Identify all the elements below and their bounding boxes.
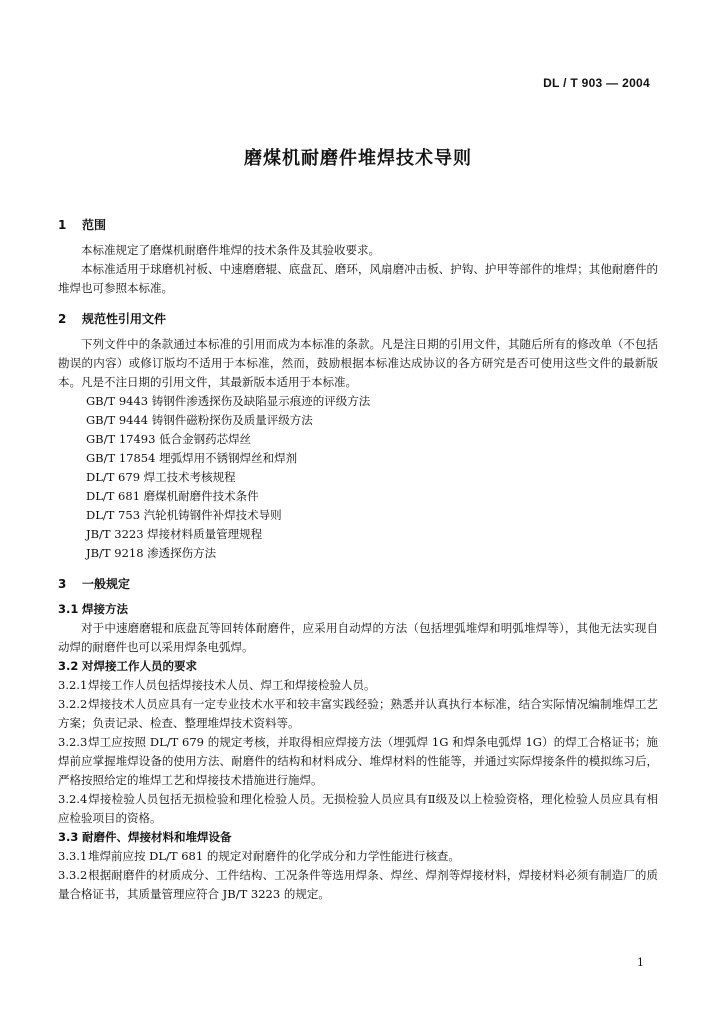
document-body	[58, 216, 658, 904]
section-title: 规范性引用文件	[82, 312, 167, 326]
section-title: 范围	[82, 218, 107, 232]
clause-text: 焊接工作人员包括焊接技术人员、焊工和焊接检验人员。	[88, 678, 376, 692]
reference-item: JB/T 3223 焊接材料质量管理规程	[86, 527, 263, 541]
clause-text: 焊接技术人员应具有一定专业技术水平和较丰富实践经验；熟悉并认真执行本标准，结合实际情况编制堆焊工艺方案；负责记录、检查、整理堆焊技术资料等。	[58, 697, 658, 730]
reference-item: DL/T 679 焊工技术考核规程	[86, 470, 236, 484]
document-title: 磨煤机耐磨件堆焊技术导则	[244, 148, 472, 169]
reference-item: GB/T 17854 埋弧焊用不锈钢焊丝和焊剂	[86, 451, 298, 465]
clause	[58, 790, 658, 828]
clause-number: 3.2.4	[58, 792, 88, 806]
section-3-heading	[58, 575, 658, 594]
section-number: 1	[58, 218, 67, 232]
clause	[58, 695, 658, 733]
section-1-heading	[58, 216, 658, 235]
paragraph: 对于中速磨磨辊和底盘瓦等回转体耐磨件，应采用自动焊的方法（包括埋弧堆焊和明弧堆焊等），其他无法实现自动焊的耐磨件也可以采用焊条电弧焊。	[58, 621, 658, 654]
reference-item: JB/T 9218 渗透探伤方法	[86, 546, 217, 560]
subsection-title: 对焊接工作人员的要求	[82, 659, 197, 673]
clause-number: 3.2.1	[58, 678, 88, 692]
reference-item: DL/T 753 汽轮机铸钢件补焊技术导则	[86, 508, 282, 522]
clause-text: 根据耐磨件的材质成分、工件结构、工况条件等选用焊条、焊丝、焊剂等焊接材料，焊接材料必须有制造厂的质量合格证书，其质量管理应符合 JB/T 3223 的规定。	[58, 868, 658, 901]
subsection-title: 焊接方法	[82, 602, 128, 616]
paragraph: 本标准适用于球磨机衬板、中速磨磨辊、底盘瓦、磨环，风扇磨冲击板、护钩、护甲等部件的堆焊；其他耐磨件的堆焊也可参照本标准。	[58, 262, 658, 295]
paragraph: 本标准规定了磨煤机耐磨件堆焊的技术条件及其验收要求。	[81, 243, 380, 257]
subsection-number: 3.1	[58, 602, 79, 616]
section-number: 3	[58, 577, 67, 591]
clause	[58, 866, 658, 904]
clause-text: 焊工应按照 DL/T 679 的规定考核，并取得相应焊接方法（埋弧焊 1G 和焊条电弧焊 1G）的焊工合格证书；施焊前应掌握堆焊设备的使用方法、耐磨件的结构和材料成分、堆焊材料的性能等，并通过实际焊接条件的模拟练习后，严格按照给定的堆焊工艺和焊接技术措施进行施焊。	[58, 735, 658, 787]
subsection-3-3-heading	[58, 828, 658, 847]
clause-text: 焊接检验人员包括无损检验和理化检验人员。无损检验人员应具有Ⅱ级及以上检验资格，理化检验人员应具有相应检验项目的资格。	[58, 792, 658, 825]
clause-number: 3.2.3	[58, 735, 88, 749]
section-title: 一般规定	[82, 577, 131, 591]
reference-item: GB/T 17493 低合金钢药芯焊丝	[86, 432, 252, 446]
clause-number: 3.3.1	[58, 849, 88, 863]
subsection-number: 3.2	[58, 659, 79, 673]
page-number: 1	[637, 956, 644, 969]
clause	[58, 733, 658, 790]
subsection-3-1-heading	[58, 600, 658, 619]
subsection-title: 耐磨件、焊接材料和堆焊设备	[82, 830, 232, 844]
clause	[58, 847, 658, 866]
section-2-heading	[58, 310, 658, 329]
subsection-3-2-heading	[58, 657, 658, 676]
section-number: 2	[58, 312, 67, 326]
normative-references-list	[58, 392, 658, 563]
reference-item: GB/T 9443 铸钢件渗透探伤及缺陷显示痕迹的评级方法	[86, 394, 371, 408]
subsection-number: 3.3	[58, 830, 79, 844]
standard-code: DL / T 903 — 2004	[543, 76, 650, 90]
reference-item: DL/T 681 磨煤机耐磨件技术条件	[86, 489, 259, 503]
clause	[58, 676, 658, 695]
reference-item: GB/T 9444 铸钢件磁粉探伤及质量评级方法	[86, 413, 313, 427]
clause-number: 3.3.2	[58, 868, 88, 882]
clause-number: 3.2.2	[58, 697, 88, 711]
paragraph: 下列文件中的条款通过本标准的引用而成为本标准的条款。凡是注日期的引用文件，其随后所有的修改单（不包括勘误的内容）或修订版均不适用于本标准，然而，鼓励根据本标准达成协议的各方研究是否可使用这些文件的最新版本。凡是不注日期的引用文件，其最新版本适用于本标准。	[58, 337, 658, 389]
clause-text: 堆焊前应按 DL/T 681 的规定对耐磨件的化学成分和力学性能进行核查。	[88, 849, 460, 863]
